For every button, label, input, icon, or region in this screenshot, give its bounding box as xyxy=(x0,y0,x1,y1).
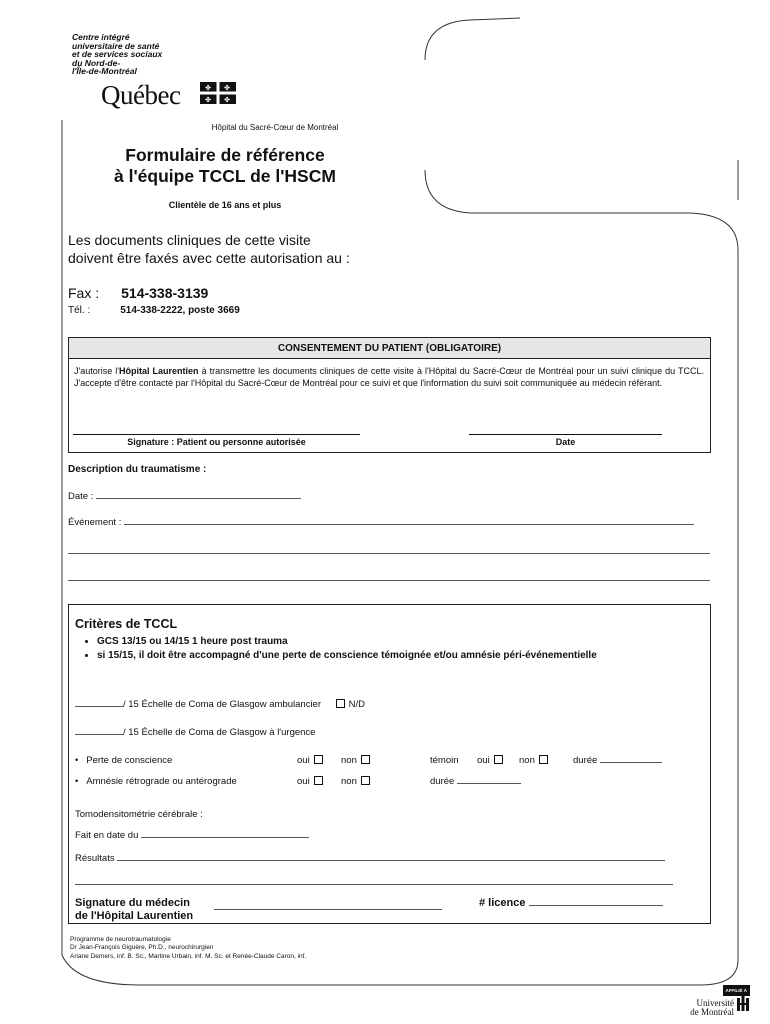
trauma-heading: Description du traumatisme : xyxy=(68,464,207,475)
trauma-date-field[interactable] xyxy=(96,498,301,499)
temoin-non[interactable]: non xyxy=(519,755,552,766)
svg-text:✤: ✤ xyxy=(205,97,211,104)
perte-duree-field[interactable] xyxy=(600,762,662,763)
trauma-event-row: Événement : xyxy=(68,517,694,528)
temoin-oui[interactable]: oui xyxy=(477,755,507,766)
trauma-event-field[interactable] xyxy=(124,524,694,525)
event-line-2[interactable] xyxy=(68,553,710,554)
event-line-3[interactable] xyxy=(68,580,710,581)
resultats-row: Résultats xyxy=(75,853,665,864)
perte-conscience-row: • Perte de conscience xyxy=(75,755,173,766)
criteria-box xyxy=(68,604,711,924)
perte-duree: durée xyxy=(573,755,662,766)
perte-non[interactable]: non xyxy=(341,755,374,766)
temoin-non-checkbox[interactable] xyxy=(539,755,548,764)
criteria-item-gcs: • GCS 13/15 ou 14/15 1 heure post trauma xyxy=(97,635,717,649)
criteria-list xyxy=(57,635,717,663)
consent-heading: CONSENTEMENT DU PATIENT (OBLIGATOIRE) xyxy=(69,338,710,359)
intro-text: Les documents cliniques de cette visite doivent être faxés avec cette autorisation au : xyxy=(68,232,350,266)
fax-number: 514-338-3139 xyxy=(121,285,209,301)
licence-field[interactable] xyxy=(529,905,663,906)
tel-number: 514-338-2222, poste 3669 xyxy=(120,305,240,316)
consent-date-field[interactable]: Date xyxy=(469,434,662,447)
amnesie-non-checkbox[interactable] xyxy=(361,776,370,785)
udem-logo: AFFILIÉ À Université de Montréal xyxy=(690,985,750,1017)
tomo-date-row: Fait en date du xyxy=(75,830,309,841)
resultats-field[interactable] xyxy=(117,860,665,861)
perte-oui[interactable]: oui xyxy=(297,755,327,766)
udem-badge: AFFILIÉ À xyxy=(723,985,751,996)
svg-text:✤: ✤ xyxy=(205,85,211,92)
consent-box xyxy=(68,337,711,453)
criteria-heading: Critères de TCCL xyxy=(75,617,178,631)
quebec-wordmark: Québec xyxy=(101,80,181,110)
gcs-ambulance-field[interactable] xyxy=(75,706,123,707)
gcs-urgence-row: / 15 Échelle de Coma de Glasgow à l'urgence xyxy=(75,727,315,738)
svg-text:✤: ✤ xyxy=(224,85,230,92)
perte-oui-checkbox[interactable] xyxy=(314,755,323,764)
patient-signature-field[interactable]: Signature : Patient ou personne autorisée xyxy=(73,434,360,447)
tel-line: Tél. : 514-338-2222, poste 3669 xyxy=(68,305,240,316)
tomo-date-field[interactable] xyxy=(141,837,309,838)
fax-line: Fax : 514-338-3139 xyxy=(68,285,209,301)
tomo-label: Tomodensitométrie cérébrale : xyxy=(75,809,203,820)
temoin-oui-checkbox[interactable] xyxy=(494,755,503,764)
svg-text:✤: ✤ xyxy=(224,97,230,104)
resultats-line-2[interactable] xyxy=(75,884,673,885)
footer-credits: Programme de neurotraumatologie Dr Jean-François Giguère, Ph.D., neurochirurgien Ariane Demers, inf. B. Sc., Martine Urbain, inf. M. Sc. et Renée-Claude Caron, inf. xyxy=(70,936,307,960)
licence-row: # licence xyxy=(479,897,663,909)
amnesie-oui-checkbox[interactable] xyxy=(314,776,323,785)
gcs-ambulance-row: / 15 Échelle de Coma de Glasgow ambulancier N/D xyxy=(75,699,365,710)
organization-name: Centre intégré universitaire de santé et de services sociaux du Nord-de- l'Île-de-Montréal xyxy=(72,32,163,77)
amnesie-row: • Amnésie rétrograde ou antérograde xyxy=(75,776,237,787)
gcs-urgence-field[interactable] xyxy=(75,734,123,735)
amnesie-oui[interactable]: oui xyxy=(297,776,327,787)
temoin-label: témoin xyxy=(430,755,459,766)
amnesie-non[interactable]: non xyxy=(341,776,374,787)
trauma-date-row: Date : xyxy=(68,491,301,502)
quebec-flag-icon xyxy=(200,82,236,104)
consent-text: J'autorise l'Hôpital Laurentien à transmettre les documents cliniques de cette visite à l'Hôpital du Sacré-Cœur de Montréal pour un suivi clinique du TCCL. J'accepte d'être contacté par l'Hôpital du Sacré-Cœur de Montréal pour ce suivi et que l'information du suivi soit communiquée au médecin référant. xyxy=(74,366,704,388)
physician-signature-field[interactable] xyxy=(214,897,442,910)
perte-non-checkbox[interactable] xyxy=(361,755,370,764)
hospital-name: Hôpital du Sacré-Cœur de Montréal xyxy=(211,123,339,132)
physician-signature-label: Signature du médecin de l'Hôpital Laurentien xyxy=(75,897,194,922)
form-subtitle: Clientèle de 16 ans et plus xyxy=(168,200,282,210)
nd-checkbox[interactable] xyxy=(336,699,345,708)
criteria-item-conscience: • si 15/15, il doit être accompagné d'une perte de conscience témoignée et/ou amnésie péri-événementielle xyxy=(97,649,717,663)
amnesie-duree-field[interactable] xyxy=(457,783,521,784)
form-title: Formulaire de référence à l'équipe TCCL de l'HSCM xyxy=(114,145,336,186)
amnesie-duree: durée xyxy=(430,776,521,787)
udem-shield-icon xyxy=(736,996,750,1012)
